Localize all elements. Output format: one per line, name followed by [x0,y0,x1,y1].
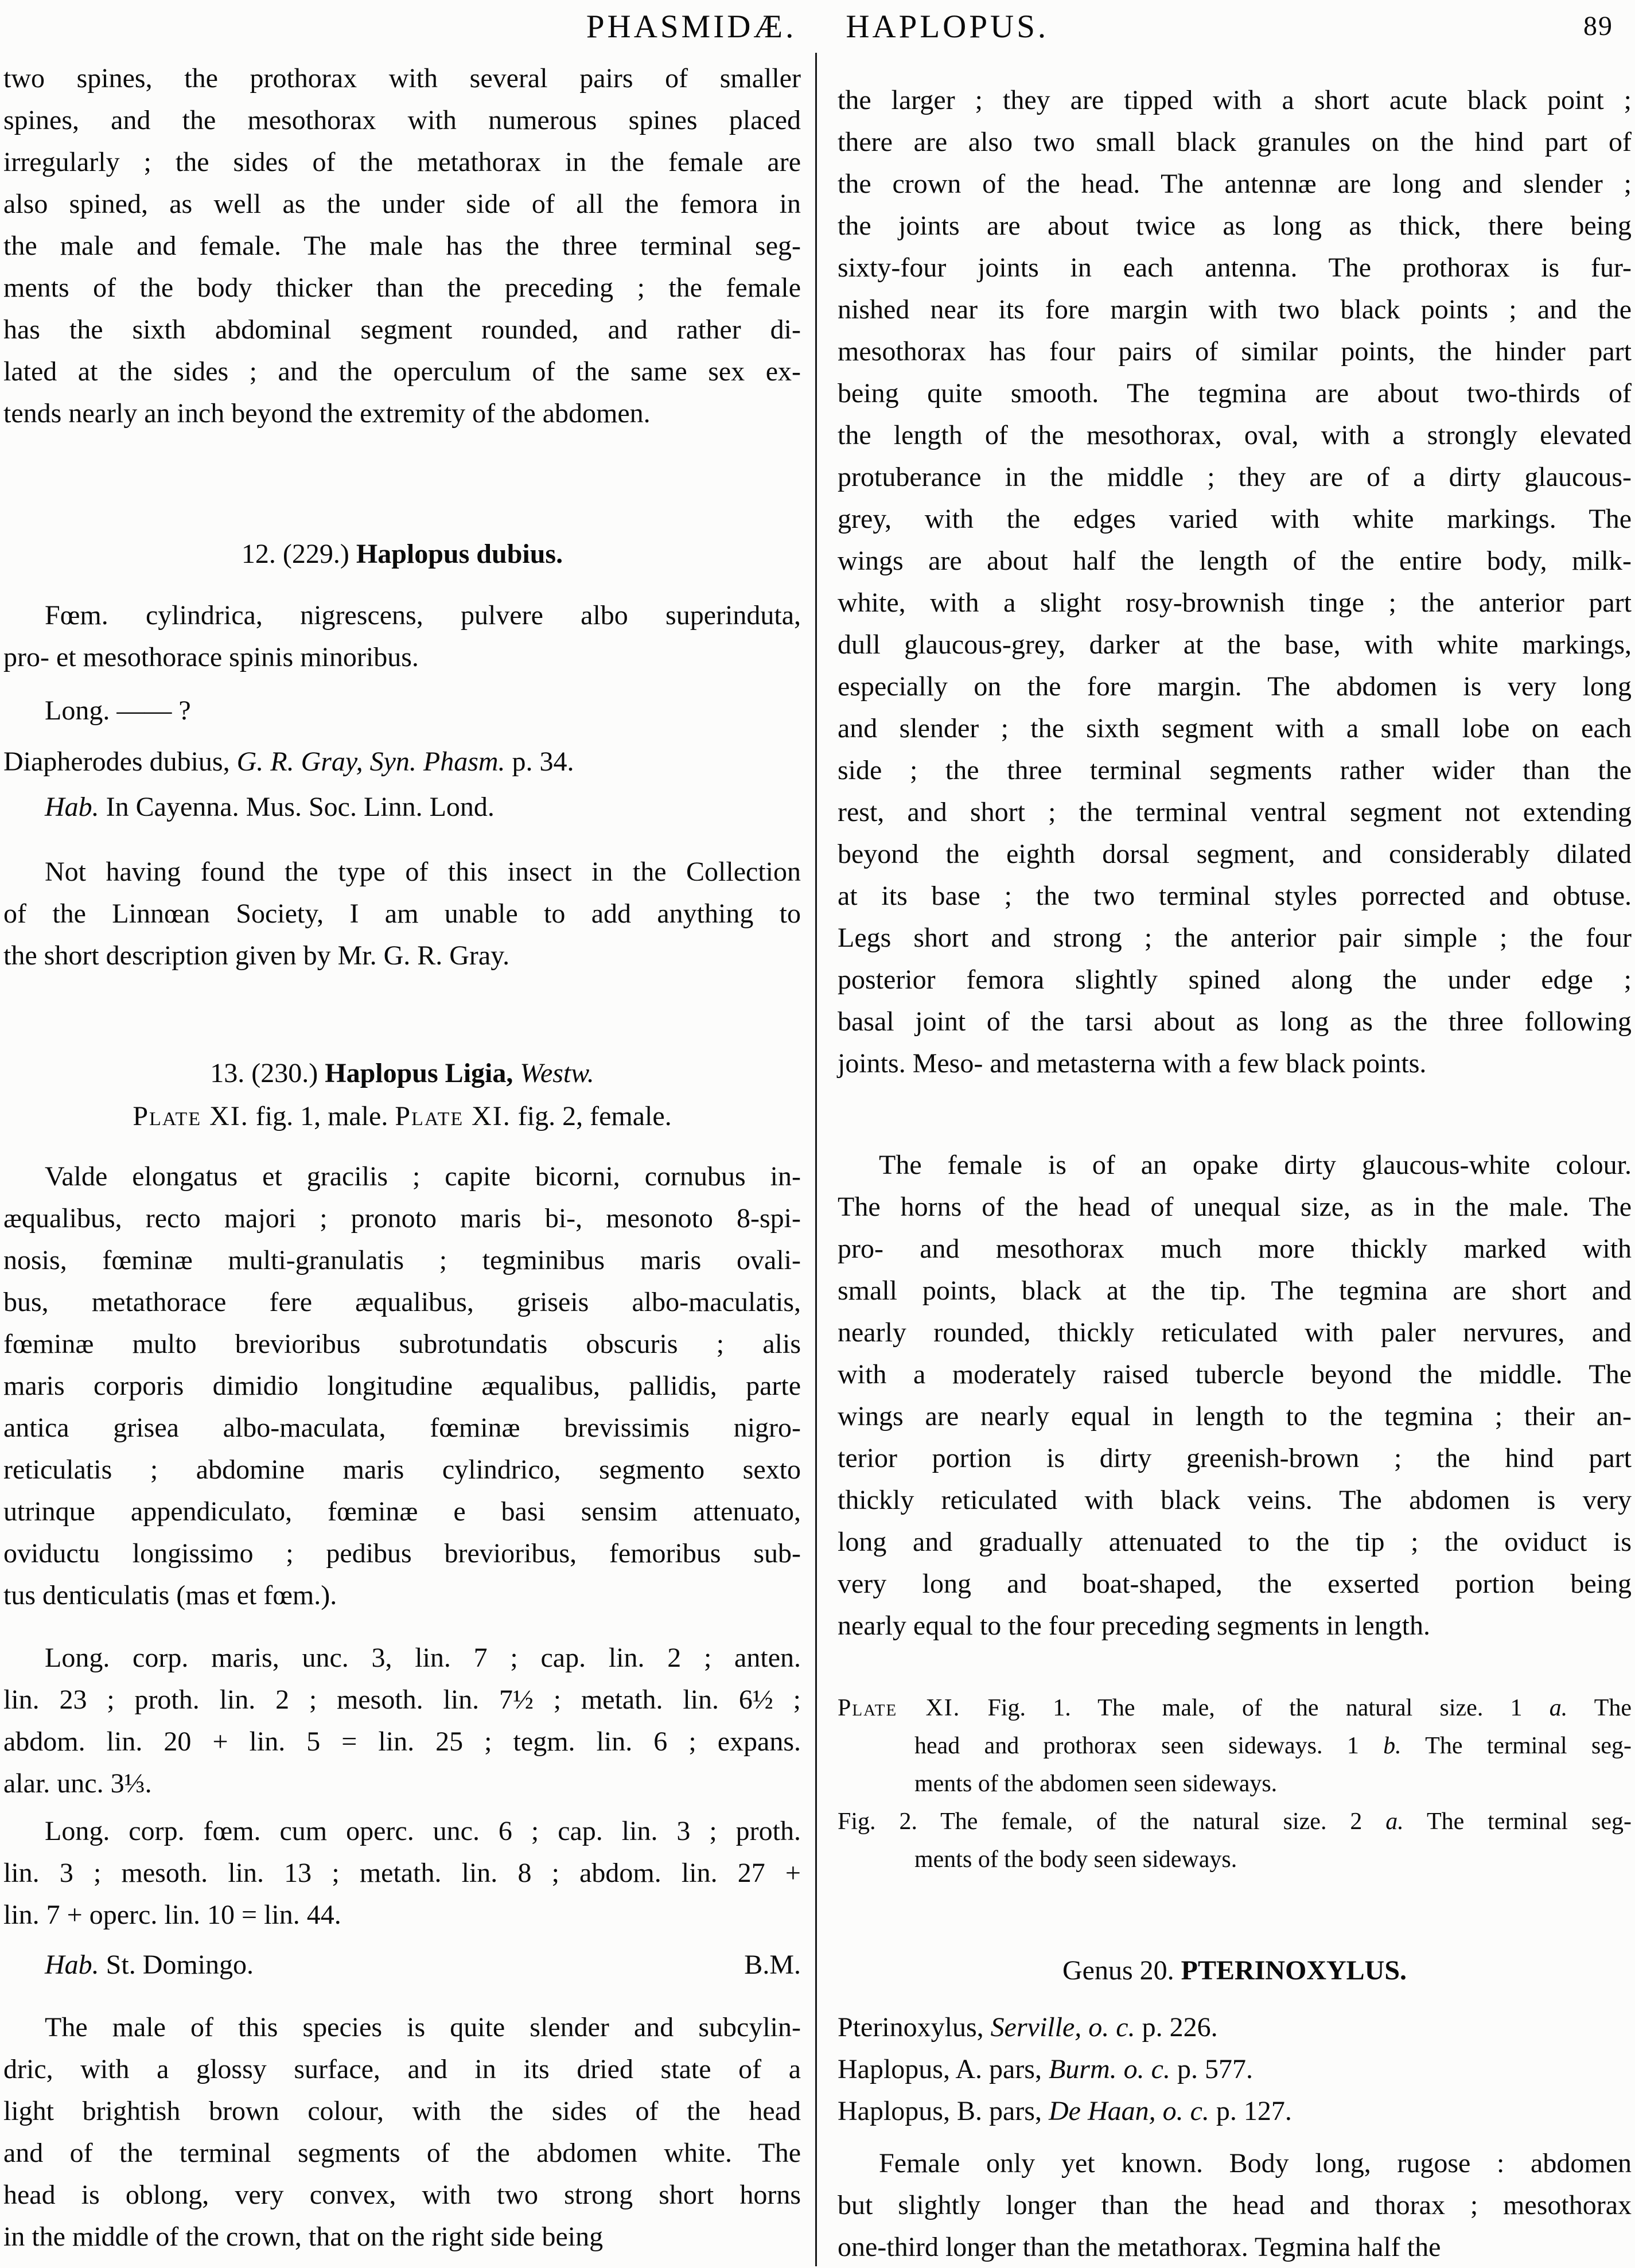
text-segment: the male and female. The male has the three terminal seg- [3,231,801,261]
species-heading-229 [3,533,801,575]
measurements-female [3,1810,801,1936]
text-segment: The female is of an opake dirty glaucous-white colour. [879,1150,1632,1180]
text-segment: Genus 20. [1062,1955,1181,1986]
habitat-line [3,786,801,828]
text-line [838,289,1632,330]
text-line [838,372,1632,414]
text-segment: ments of the body seen sideways. [914,1846,1237,1873]
text-segment: The horns of the head of unequal size, as in the male. The [838,1192,1632,1222]
text-segment: white, with a slight rosy-brownish tinge ; the anterior part [838,588,1632,618]
text-line [3,1810,801,1852]
text-segment: reticulatis ; abdomine maris cylindrico, segmento sexto [3,1454,801,1485]
text-line [3,225,801,267]
text-segment: rest, and short ; the terminal ventral segment not extending [838,797,1632,827]
text-segment: p. 127. [1209,2096,1292,2126]
text-segment: beyond the eighth dorsal segment, and considerably dilated [838,839,1632,869]
text-segment: utrinque appendiculato, fœminæ e basi sensim attenuato, [3,1496,801,1527]
text-segment: b. [1383,1733,1402,1759]
text-line [838,833,1632,875]
text-line [838,582,1632,624]
text-segment: being quite smooth. The tegmina are about two-thirds of [838,378,1632,409]
text-line [838,2006,1632,2048]
header-genus-title: HAPLOPUS. [846,9,1049,45]
text-line [3,2006,801,2048]
text-segment: 13. (230.) [210,1058,325,1088]
text-segment: fig. 1, male. [248,1101,395,1131]
text-segment: has the sixth abdominal segment rounded, and rather di- [3,314,801,345]
length-unknown-line [3,690,801,732]
genus-heading [838,1950,1632,1991]
text-line [838,1437,1632,1479]
text-segment: and of the terminal segments of the abdomen white. The [3,2138,801,2168]
text-line [3,351,801,392]
text-line [3,690,801,732]
text-segment: especially on the fore margin. The abdomen is very long [838,671,1632,702]
collection-mark: B.M. [744,1950,801,1980]
text-segment: Fig. 1. The male, of the natural size. 1 [960,1695,1550,1721]
text-segment: pro- and mesothorax much more thickly marked with [838,1234,1632,1264]
text-segment: light brightish brown colour, with the sides of the head [3,2096,801,2126]
text-segment: Westw. [520,1058,594,1088]
species-heading-230 [3,1052,801,1094]
synonymy-line [3,741,801,783]
text-segment: Hab. [45,1950,99,1980]
text-line [3,392,801,434]
text-segment: St. Domingo. [99,1950,254,1980]
text-segment: antica grisea albo-maculata, fœminæ brevissimis nigro- [3,1413,801,1443]
text-line [3,1574,801,1616]
text-line [3,1281,801,1323]
text-segment: nished near its fore margin with two black points ; and the [838,294,1632,325]
text-line [838,1803,1632,1841]
text-line [838,2184,1632,2226]
right-column [838,79,1632,2268]
plate-explanation-block [838,1689,1632,1878]
page-number: 89 [1583,11,1613,41]
column-divider [815,53,817,2266]
text-segment: oviductu longissimo ; pedibus brevioribus, femoribus sub- [3,1538,801,1569]
text-line [3,1721,801,1763]
text-segment: bus, metathorace fere æqualibus, griseis albo-maculatis, [3,1287,801,1317]
text-segment: fig. 2, female. [511,1101,672,1131]
text-line [3,1491,801,1532]
text-line [3,141,801,183]
text-line [3,893,801,935]
text-segment: The [1567,1695,1632,1721]
text-line [838,79,1632,121]
text-segment: Pterinoxylus, [838,2012,991,2043]
text-line [3,2216,801,2258]
text-segment: the length of the mesothorax, oval, with a strongly elevated [838,420,1632,450]
text-line [3,2132,801,2174]
text-line [838,1605,1632,1647]
text-segment: Burm. o. c. [1048,2054,1170,2084]
text-segment: protuberance in the middle ; they are of a dirty glaucous- [838,462,1632,492]
running-header [0,8,1635,45]
text-line [838,959,1632,1001]
text-line [838,1689,1632,1727]
text-line [838,1001,1632,1042]
text-segment: pro- et mesothorace spinis minoribus. [3,642,419,672]
text-segment: tus denticulatis (mas et fœm.). [3,1580,337,1610]
text-line [838,2226,1632,2268]
text-segment: there are also two small black granules on the hind part of [838,127,1632,157]
text-segment: Fœm. cylindrica, nigrescens, pulvere albo superinduta, [45,600,801,631]
text-line [3,594,801,636]
left-column [3,57,801,2258]
text-segment: De Haan, o. c. [1048,2096,1209,2126]
text-segment: head is oblong, very convex, with two strong short horns [3,2180,801,2210]
text-line [3,1052,801,1094]
text-segment: in the middle of the crown, that on the right side being [3,2222,604,2252]
text-line [3,1532,801,1574]
text-segment: Female only yet known. Body long, rugose : abdomen [879,2148,1632,2178]
text-segment: The terminal seg- [1401,1733,1632,1759]
text-segment: PTERINOXYLUS. [1181,1955,1407,1986]
text-segment: maris corporis dimidio longitudine æqualibus, pallidis, parte [3,1371,801,1401]
plate-reference-line [3,1095,801,1137]
text-line [3,1679,801,1721]
text-line [838,498,1632,540]
text-segment: æqualibus, recto majori ; pronoto maris bi-, mesonoto 8-spi- [3,1203,801,1234]
text-segment: The male of this species is quite slender and subcylin- [45,2012,801,2043]
text-segment: lated at the sides ; and the operculum of the same sex ex- [3,356,801,387]
text-line [3,1239,801,1281]
text-segment: mesothorax has four pairs of similar points, the hinder part [838,336,1632,367]
text-segment: sixty-four joints in each antenna. The prothorax is fur- [838,252,1632,283]
text-line [838,2142,1632,2184]
text-segment: a. [1549,1695,1568,1721]
remarks-paragraph [3,851,801,977]
text-segment: Long. —— ? [45,695,191,726]
text-segment: Legs short and strong ; the anterior pair simple ; the four [838,923,1632,953]
text-segment: p. 226. [1135,2012,1218,2043]
text-segment: thickly reticulated with black veins. The abdomen is very [838,1485,1632,1515]
text-line [3,1449,801,1491]
text-segment: Haplopus, B. pars, [838,2096,1049,2126]
text-segment: tends nearly an inch beyond the extremity of the abdomen. [3,398,651,429]
text-line [3,1407,801,1449]
text-line [838,791,1632,833]
text-line [3,786,801,828]
text-segment: head and prothorax seen sideways. 1 [914,1733,1384,1759]
text-segment: long and gradually attenuated to the tip ; the oviduct is [838,1527,1632,1557]
text-segment: Not having found the type of this insect in the Collection [45,857,801,887]
text-line [838,163,1632,205]
text-segment: lin. 7 + operc. lin. 10 = lin. 44. [3,1900,341,1930]
text-line [838,1353,1632,1395]
text-segment [513,1058,520,1088]
text-line [3,1852,801,1894]
text-segment: and slender ; the sixth segment with a small lobe on each [838,713,1632,744]
text-segment: nosis, fœminæ multi-granulatis ; tegminibus maris ovali- [3,1245,801,1275]
text-line [838,875,1632,917]
text-line [3,2048,801,2090]
text-segment: irregularly ; the sides of the metathorax in the female are [3,147,801,177]
genus-synonymy-list [838,2006,1632,2132]
text-segment: G. R. Gray, Syn. Phasm. [236,746,505,777]
text-line [3,636,801,678]
text-segment: the joints are about twice as long as thick, there being [838,211,1632,241]
text-segment: basal joint of the tarsi about as long as the three following [838,1006,1632,1037]
text-line [3,1763,801,1804]
text-segment: Serville, o. c. [990,2012,1135,2043]
text-line [838,1727,1632,1765]
text-line [838,917,1632,959]
text-segment: p. 34. [505,746,574,777]
text-line [3,1323,801,1365]
text-line [838,1395,1632,1437]
text-segment: Plate XI. [395,1101,511,1131]
text-line [3,309,801,351]
text-segment: p. 577. [1170,2054,1253,2084]
text-line [838,247,1632,289]
habitat-and-collection-line [3,1944,801,1986]
latin-diagnosis-ligia [3,1156,801,1616]
text-segment: nearly rounded, thickly reticulated with paler nervures, and [838,1317,1632,1348]
text-line [838,330,1632,372]
text-line [3,1637,801,1679]
text-segment: small points, black at the tip. The tegmina are short and [838,1275,1632,1306]
text-segment: Haplopus Ligia, [325,1058,513,1088]
male-description-continued [838,79,1632,1084]
text-segment: Valde elongatus et gracilis ; capite bicorni, cornubus in- [45,1161,801,1192]
text-segment: at its base ; the two terminal styles porrected and obtuse. [838,881,1632,911]
text-line [838,456,1632,498]
text-line [838,1950,1632,1991]
text-line [838,2048,1632,2090]
text-segment: spines, and the mesothorax with numerous spines placed [3,105,801,135]
text-segment: nearly equal to the four preceding segments in length. [838,1610,1431,1641]
text-segment: abdom. lin. 20 + lin. 5 = lin. 25 ; tegm. lin. 6 ; expans. [3,1726,801,1757]
text-segment: dric, with a glossy surface, and in its dried state of a [3,2054,801,2084]
text-line [838,749,1632,791]
text-segment: also spined, as well as the under side of all the femora in [3,189,801,219]
text-segment: but slightly longer than the head and thorax ; mesothorax [838,2190,1632,2220]
text-segment: side ; the three terminal segments rather wider than the [838,755,1632,785]
text-line [3,851,801,893]
text-segment: posterior femora slightly spined along the under edge ; [838,964,1632,995]
text-line [838,1563,1632,1605]
text-segment: 12. (229.) [241,539,356,569]
text-line [838,1270,1632,1312]
text-line [3,1095,801,1137]
text-segment: Plate XI. [133,1101,249,1131]
text-line [838,1228,1632,1270]
text-segment: wings are about half the length of the entire body, milk- [838,546,1632,576]
text-line [838,2090,1632,2132]
text-segment: of the Linnœan Society, I am unable to add anything to [3,898,801,929]
text-segment: alar. unc. 3⅓. [3,1768,152,1799]
text-line [838,1765,1632,1803]
text-line [3,1156,801,1197]
text-line [838,1841,1632,1878]
text-line [3,741,801,783]
text-segment: the short description given by Mr. G. R. Gray. [3,940,510,971]
text-line [838,1144,1632,1186]
text-line [3,935,801,977]
text-segment: Long. corp. fœm. cum operc. unc. 6 ; cap. lin. 3 ; proth. [45,1816,801,1846]
text-segment: one-third longer than the metathorax. Tegmina half the [838,2232,1441,2262]
text-line [838,540,1632,582]
text-line [3,99,801,141]
text-line [3,1894,801,1936]
text-segment: terior portion is dirty greenish-brown ; the hind part [838,1443,1632,1473]
text-line [3,183,801,225]
text-segment: with a moderately raised tubercle beyond the middle. The [838,1359,1632,1390]
text-line [838,1479,1632,1521]
text-segment: In Cayenna. Mus. Soc. Linn. Lond. [99,792,495,822]
text-line [838,1521,1632,1563]
text-line [3,1197,801,1239]
text-segment: ments of the abdomen seen sideways. [914,1771,1278,1797]
text-line [838,1312,1632,1353]
text-line [3,267,801,309]
text-segment: two spines, the prothorax with several pairs of smaller [3,63,801,94]
text-line [3,57,801,99]
text-segment: Hab. [45,792,99,822]
text-segment: Haplopus dubius. [356,539,563,569]
text-segment: very long and boat-shaped, the exserted portion being [838,1569,1632,1599]
text-segment: wings are nearly equal in length to the tegmina ; their an- [838,1401,1632,1431]
text-segment: Plate XI. [838,1695,961,1721]
genus-description-paragraph [838,2142,1632,2268]
text-segment: the crown of the head. The antennæ are long and slender ; [838,169,1632,199]
text-line [838,121,1632,163]
text-line [3,1365,801,1407]
text-line [3,533,801,575]
text-segment: the larger ; they are tipped with a short acute black point ; [838,85,1632,115]
text-segment: Long. corp. maris, unc. 3, lin. 7 ; cap. lin. 2 ; anten. [45,1643,801,1673]
text-line [838,1042,1632,1084]
text-segment: Fig. 2. The female, of the natural size. 2 [838,1808,1386,1835]
text-line [838,624,1632,666]
text-segment: dull glaucous-grey, darker at the base, with white markings, [838,629,1632,660]
text-segment: lin. 3 ; mesoth. lin. 13 ; metath. lin. 8 ; abdom. lin. 27 + [3,1858,801,1888]
text-segment: ments of the body thicker than the preceding ; the female [3,273,801,303]
female-description-paragraph [838,1144,1632,1647]
text-segment: lin. 23 ; proth. lin. 2 ; mesoth. lin. 7½ ; metath. lin. 6½ ; [3,1685,801,1715]
text-segment: a. [1385,1808,1404,1835]
text-line [3,2090,801,2132]
text-line [838,666,1632,707]
header-family-title: PHASMIDÆ. [586,9,797,45]
text-line [838,205,1632,247]
text-segment: The terminal seg- [1403,1808,1632,1835]
continued-description-paragraph [3,57,801,434]
measurements-male [3,1637,801,1804]
text-segment: grey, with the edges varied with white markings. The [838,504,1632,534]
latin-diagnosis-dubius [3,594,801,678]
text-line [838,414,1632,456]
text-line [838,1186,1632,1228]
text-segment: Haplopus, A. pars, [838,2054,1049,2084]
text-segment: fœminæ multo brevioribus subrotundatis obscuris ; alis [3,1329,801,1359]
male-description-paragraph [3,2006,801,2258]
text-segment: joints. Meso- and metasterna with a few black points. [838,1048,1427,1079]
text-line [3,2174,801,2216]
text-line [838,707,1632,749]
text-segment: Diapherodes dubius, [3,746,237,777]
habitat-text [45,1944,254,1986]
